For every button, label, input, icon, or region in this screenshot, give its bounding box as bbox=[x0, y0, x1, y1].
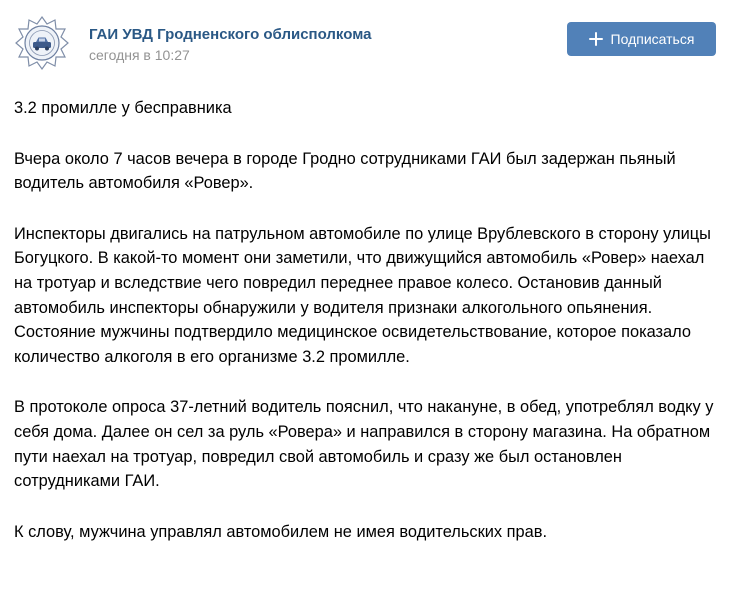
subscribe-button[interactable] bbox=[567, 22, 716, 56]
subscribe-button-label: Подписаться bbox=[610, 31, 695, 47]
post-paragraph: Инспекторы двигались на патрульном автомобиле по улице Врублевского в сторону улицы Богуцкого. В какой-то момент они заметили, что движущийся автомобиль «Ровер» наехал на тротуар и вследствие чего повредил переднее правое колесо. Остановив данный автомобиль инспекторы обнаружили у водителя признаки алкогольного опьянения. Состояние мужчины подтвердило медицинское освидетельствование, которое показало количество алкоголя в его организме 3.2 промилле. bbox=[14, 224, 711, 366]
post-paragraph: К слову, мужчина управлял автомобилем не имея водительских прав. bbox=[14, 522, 548, 541]
post-timestamp[interactable]: сегодня в 10:27 bbox=[89, 47, 190, 63]
community-avatar[interactable] bbox=[14, 15, 70, 71]
post-title: 3.2 промилле у бесправника bbox=[14, 99, 232, 117]
plus-icon bbox=[589, 32, 603, 46]
traffic-police-emblem-icon bbox=[14, 15, 70, 71]
community-name-link[interactable]: ГАИ УВД Гродненского облисполкома bbox=[89, 26, 372, 43]
post-paragraph: Вчера около 7 часов вечера в городе Гродно сотрудниками ГАИ был задержан пьяный водитель автомобиля «Ровер». bbox=[14, 149, 676, 193]
post-header bbox=[0, 0, 730, 80]
post-paragraph: В протоколе опроса 37-летний водитель пояснил, что накануне, в обед, употреблял водку у себя дома. Далее он сел за руль «Ровера» и направился в сторону магазина. На обратном пути наехал на тротуар, повредил свой автомобиль и сразу же был остановлен сотрудниками ГАИ. bbox=[14, 398, 714, 491]
post-text bbox=[14, 96, 719, 544]
